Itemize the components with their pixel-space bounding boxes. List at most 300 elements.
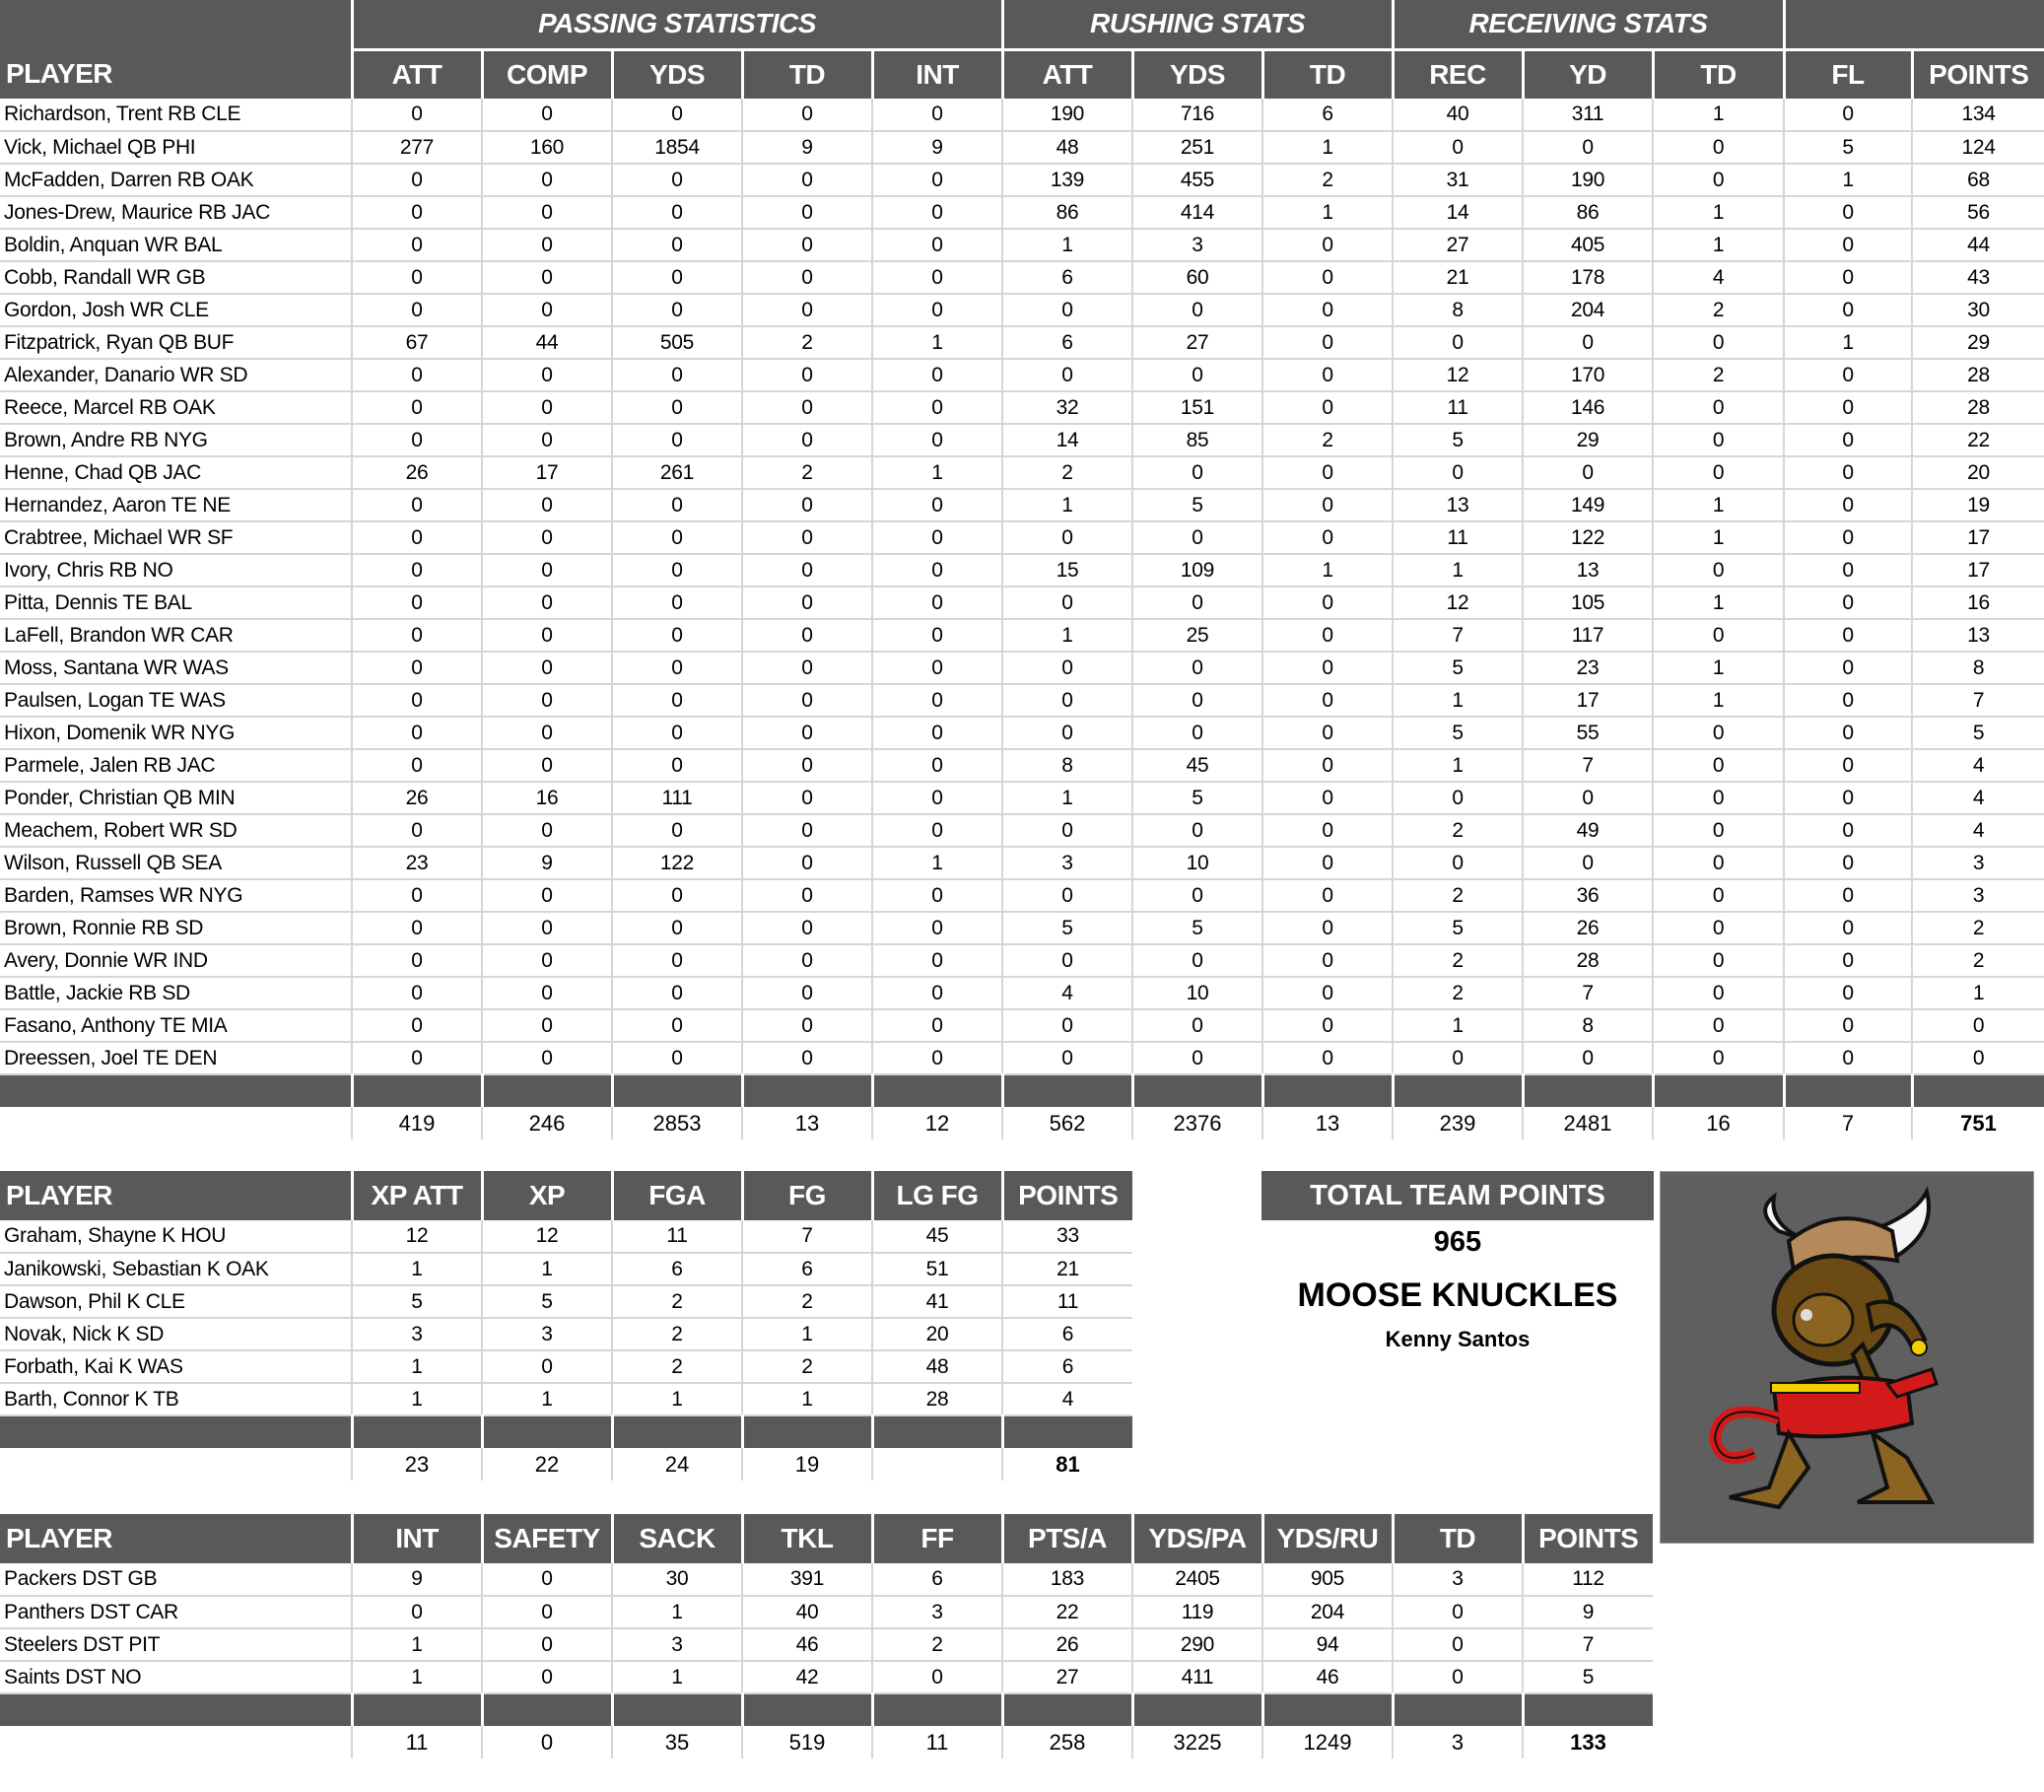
- stat-cell: 0: [1653, 554, 1784, 586]
- stat-cell: 277: [352, 131, 482, 164]
- total-cell: 35: [612, 1726, 742, 1758]
- stat-cell: 2: [1393, 977, 1523, 1009]
- stat-cell: 5: [1132, 489, 1262, 521]
- stat-cell: 0: [1132, 1042, 1262, 1074]
- stat-cell: 0: [352, 424, 482, 456]
- column-header-yds-ru: YDS/RU: [1262, 1514, 1393, 1563]
- total-cell: 562: [1002, 1107, 1132, 1139]
- stat-cell: 0: [1653, 619, 1784, 652]
- stat-cell: 0: [612, 359, 742, 391]
- table-row: [0, 261, 2044, 294]
- player-name-cell: Barden, Ramses WR NYG: [0, 879, 352, 912]
- separator-cell: [612, 1693, 742, 1726]
- stat-cell: 0: [1653, 1042, 1784, 1074]
- stat-cell: 0: [872, 294, 1002, 326]
- stat-cell: 0: [1262, 1009, 1393, 1042]
- stat-cell: 0: [1132, 944, 1262, 977]
- player-name-cell: Alexander, Danario WR SD: [0, 359, 352, 391]
- stat-cell: 0: [742, 912, 872, 944]
- stat-cell: 0: [1002, 717, 1132, 749]
- stat-cell: 1: [1393, 554, 1523, 586]
- stat-cell: 2: [1912, 944, 2044, 977]
- rushing-group-header: RUSHING STATS: [1002, 0, 1393, 49]
- player-name-cell: Saints DST NO: [0, 1661, 352, 1693]
- totals-row: [0, 1107, 2044, 1139]
- stat-cell: 8: [1002, 749, 1132, 782]
- column-header-att: ATT: [1002, 49, 1132, 99]
- stat-cell: 0: [1653, 131, 1784, 164]
- stat-cell: 411: [1132, 1661, 1262, 1693]
- stat-cell: 1: [1262, 554, 1393, 586]
- stat-cell: 0: [872, 196, 1002, 229]
- stat-cell: 26: [352, 782, 482, 814]
- stat-cell: 0: [872, 814, 1002, 847]
- stat-cell: 0: [482, 586, 612, 619]
- player-name-cell: Barth, Connor K TB: [0, 1383, 352, 1415]
- stat-cell: 0: [1784, 684, 1912, 717]
- stat-cell: 0: [742, 1009, 872, 1042]
- stat-cell: 0: [1653, 717, 1784, 749]
- total-cell: 2481: [1523, 1107, 1653, 1139]
- stat-cell: 7: [742, 1220, 872, 1253]
- stat-cell: 0: [872, 359, 1002, 391]
- stat-cell: 0: [1262, 294, 1393, 326]
- stat-cell: 13: [1523, 554, 1653, 586]
- column-header-tkl: TKL: [742, 1514, 872, 1563]
- stat-cell: 0: [872, 164, 1002, 196]
- stat-cell: 0: [482, 1628, 612, 1661]
- stat-cell: 0: [872, 489, 1002, 521]
- stat-cell: 0: [1262, 847, 1393, 879]
- total-cell: 419: [352, 1107, 482, 1139]
- column-header-lg-fg: LG FG: [872, 1171, 1002, 1220]
- stat-cell: 0: [872, 782, 1002, 814]
- stat-cell: 0: [872, 1042, 1002, 1074]
- stat-cell: 0: [1262, 1042, 1393, 1074]
- stat-cell: 0: [352, 749, 482, 782]
- stat-cell: 0: [872, 977, 1002, 1009]
- stat-cell: 0: [352, 652, 482, 684]
- separator-cell: [0, 1415, 352, 1448]
- stat-cell: 1: [1002, 619, 1132, 652]
- stat-cell: 0: [872, 554, 1002, 586]
- stat-cell: 0: [482, 749, 612, 782]
- stat-cell: 0: [352, 164, 482, 196]
- separator-cell: [1523, 1693, 1653, 1726]
- stat-cell: 0: [482, 1350, 612, 1383]
- stat-cell: 9: [482, 847, 612, 879]
- stat-cell: 1: [352, 1253, 482, 1285]
- player-name-cell: Cobb, Randall WR GB: [0, 261, 352, 294]
- stat-cell: 3: [1393, 1563, 1523, 1596]
- separator-cell: [742, 1074, 872, 1107]
- total-cell: 12: [872, 1107, 1002, 1139]
- stat-cell: 1: [1784, 164, 1912, 196]
- stat-cell: 134: [1912, 99, 2044, 131]
- stat-cell: 311: [1523, 99, 1653, 131]
- table-row: [0, 782, 2044, 814]
- stat-cell: 44: [1912, 229, 2044, 261]
- stat-cell: 0: [1784, 196, 1912, 229]
- stat-cell: 42: [742, 1661, 872, 1693]
- stat-cell: 11: [1002, 1285, 1132, 1318]
- player-name-cell: Reece, Marcel RB OAK: [0, 391, 352, 424]
- stat-cell: 0: [1002, 521, 1132, 554]
- stat-cell: 3: [482, 1318, 612, 1350]
- stat-cell: 122: [612, 847, 742, 879]
- stat-cell: 4: [1912, 782, 2044, 814]
- separator-cell: [1653, 1074, 1784, 1107]
- table-row: [0, 717, 2044, 749]
- stat-cell: 204: [1262, 1596, 1393, 1628]
- stat-cell: 0: [1653, 749, 1784, 782]
- stat-cell: 48: [872, 1350, 1002, 1383]
- column-header-td: TD: [1653, 49, 1784, 99]
- stat-cell: 160: [482, 131, 612, 164]
- stat-cell: 122: [1523, 521, 1653, 554]
- stat-cell: 0: [1002, 1009, 1132, 1042]
- column-header-row: [0, 1171, 1132, 1220]
- stat-cell: 5: [1393, 424, 1523, 456]
- separator-cell: [0, 1693, 352, 1726]
- stat-cell: 0: [1262, 782, 1393, 814]
- stat-cell: 14: [1002, 424, 1132, 456]
- total-cell: [0, 1107, 352, 1139]
- table-row: [0, 489, 2044, 521]
- stat-cell: 43: [1912, 261, 2044, 294]
- stat-cell: 0: [872, 1009, 1002, 1042]
- stat-cell: 2: [742, 456, 872, 489]
- team-summary: [1261, 1171, 1654, 1352]
- stat-cell: 0: [352, 619, 482, 652]
- total-cell: 11: [872, 1726, 1002, 1758]
- stat-cell: 0: [1784, 879, 1912, 912]
- table-row: [0, 1285, 1132, 1318]
- stat-cell: 5: [1393, 912, 1523, 944]
- stat-cell: 0: [612, 391, 742, 424]
- stat-cell: 0: [482, 391, 612, 424]
- player-name-cell: Moss, Santana WR WAS: [0, 652, 352, 684]
- stat-cell: 716: [1132, 99, 1262, 131]
- table-row: [0, 1220, 1132, 1253]
- stat-cell: 85: [1132, 424, 1262, 456]
- stat-cell: 0: [612, 424, 742, 456]
- stat-cell: 0: [1262, 326, 1393, 359]
- stat-cell: 0: [1653, 1009, 1784, 1042]
- stat-cell: 0: [352, 684, 482, 717]
- stat-cell: 2: [1393, 814, 1523, 847]
- stat-cell: 1: [482, 1253, 612, 1285]
- stat-cell: 0: [1262, 879, 1393, 912]
- stat-cell: 0: [1002, 684, 1132, 717]
- stat-cell: 261: [612, 456, 742, 489]
- stat-cell: 0: [1784, 489, 1912, 521]
- table-row: [0, 977, 2044, 1009]
- stat-cell: 139: [1002, 164, 1132, 196]
- stat-cell: 0: [1784, 814, 1912, 847]
- stat-cell: 0: [1784, 944, 1912, 977]
- stat-cell: 0: [872, 1661, 1002, 1693]
- stat-cell: 27: [1393, 229, 1523, 261]
- stat-cell: 290: [1132, 1628, 1262, 1661]
- separator-cell: [1002, 1415, 1132, 1448]
- stat-cell: 27: [1132, 326, 1262, 359]
- stat-cell: 6: [1002, 326, 1132, 359]
- stat-cell: 0: [352, 814, 482, 847]
- stat-cell: 0: [1784, 521, 1912, 554]
- separator-cell: [1262, 1693, 1393, 1726]
- total-cell: 11: [352, 1726, 482, 1758]
- stat-cell: 0: [1262, 619, 1393, 652]
- moose-mascot-logo-icon: [1660, 1171, 2034, 1544]
- player-name-cell: Boldin, Anquan WR BAL: [0, 229, 352, 261]
- separator-cell: [872, 1074, 1002, 1107]
- stat-cell: 112: [1523, 1563, 1653, 1596]
- stat-cell: 0: [1262, 652, 1393, 684]
- stat-cell: 124: [1912, 131, 2044, 164]
- stat-cell: 6: [1002, 261, 1132, 294]
- player-name-cell: LaFell, Brandon WR CAR: [0, 619, 352, 652]
- stat-cell: 15: [1002, 554, 1132, 586]
- total-points-cell: 81: [1002, 1448, 1132, 1481]
- column-header-yds: YDS: [1132, 49, 1262, 99]
- stat-cell: 0: [482, 1596, 612, 1628]
- stat-cell: 51: [872, 1253, 1002, 1285]
- stat-cell: 0: [482, 164, 612, 196]
- total-points-cell: 133: [1523, 1726, 1653, 1758]
- stat-cell: 26: [1002, 1628, 1132, 1661]
- stat-cell: 0: [1784, 294, 1912, 326]
- separator-cell: [872, 1415, 1002, 1448]
- stat-cell: 26: [352, 456, 482, 489]
- stat-cell: 22: [1002, 1596, 1132, 1628]
- stat-cell: 0: [1784, 424, 1912, 456]
- stat-cell: 0: [352, 521, 482, 554]
- stat-cell: 0: [1262, 717, 1393, 749]
- stat-cell: 0: [1653, 879, 1784, 912]
- stat-cell: 0: [482, 489, 612, 521]
- stat-cell: 3: [1002, 847, 1132, 879]
- stat-cell: 405: [1523, 229, 1653, 261]
- stat-cell: 0: [482, 977, 612, 1009]
- stat-cell: 7: [1523, 977, 1653, 1009]
- stat-cell: 12: [482, 1220, 612, 1253]
- separator-cell: [1132, 1074, 1262, 1107]
- stat-cell: 2: [1912, 912, 2044, 944]
- stat-cell: 0: [352, 99, 482, 131]
- stat-cell: 0: [1393, 131, 1523, 164]
- stat-cell: 0: [872, 586, 1002, 619]
- separator-cell: [482, 1693, 612, 1726]
- player-name-cell: Fasano, Anthony TE MIA: [0, 1009, 352, 1042]
- stat-cell: 505: [612, 326, 742, 359]
- table-row: [0, 847, 2044, 879]
- stat-cell: 0: [612, 99, 742, 131]
- stat-cell: 0: [872, 261, 1002, 294]
- separator-bar: [0, 1693, 1653, 1726]
- stat-cell: 3: [872, 1596, 1002, 1628]
- total-cell: [872, 1448, 1002, 1481]
- stat-cell: 1: [742, 1383, 872, 1415]
- total-cell: 258: [1002, 1726, 1132, 1758]
- total-cell: 2853: [612, 1107, 742, 1139]
- stat-cell: 0: [742, 977, 872, 1009]
- stat-cell: 0: [1653, 164, 1784, 196]
- stat-cell: 4: [1912, 749, 2044, 782]
- column-header-player: PLAYER: [0, 1514, 352, 1563]
- separator-cell: [1393, 1074, 1523, 1107]
- player-name-cell: Pitta, Dennis TE BAL: [0, 586, 352, 619]
- stat-cell: 1: [1653, 196, 1784, 229]
- stat-cell: 21: [1002, 1253, 1132, 1285]
- stat-cell: 105: [1523, 586, 1653, 619]
- table-row: [0, 131, 2044, 164]
- stat-cell: 1: [1262, 196, 1393, 229]
- stat-cell: 29: [1523, 424, 1653, 456]
- stat-cell: 0: [1784, 619, 1912, 652]
- stat-cell: 0: [742, 359, 872, 391]
- stat-cell: 11: [1393, 521, 1523, 554]
- stat-cell: 0: [1002, 1042, 1132, 1074]
- stat-cell: 8: [1393, 294, 1523, 326]
- column-header-ff: FF: [872, 1514, 1002, 1563]
- stat-cell: 0: [612, 229, 742, 261]
- stat-cell: 0: [1784, 99, 1912, 131]
- stat-cell: 2: [742, 1285, 872, 1318]
- stat-cell: 0: [612, 977, 742, 1009]
- player-name-cell: Crabtree, Michael WR SF: [0, 521, 352, 554]
- stat-cell: 0: [1262, 749, 1393, 782]
- stat-cell: 0: [352, 359, 482, 391]
- total-cell: 7: [1784, 1107, 1912, 1139]
- stat-cell: 0: [872, 99, 1002, 131]
- stat-cell: 5: [482, 1285, 612, 1318]
- column-header-points: POINTS: [1523, 1514, 1653, 1563]
- stat-cell: 0: [352, 261, 482, 294]
- stat-cell: 0: [1784, 977, 1912, 1009]
- stat-cell: 30: [612, 1563, 742, 1596]
- stat-cell: 0: [1002, 879, 1132, 912]
- stat-cell: 9: [742, 131, 872, 164]
- player-name-cell: Meachem, Robert WR SD: [0, 814, 352, 847]
- passing-group-header: PASSING STATISTICS: [352, 0, 1002, 49]
- stat-cell: 0: [482, 424, 612, 456]
- stat-cell: 1: [482, 1383, 612, 1415]
- separator-cell: [1002, 1074, 1132, 1107]
- stat-cell: 0: [482, 554, 612, 586]
- stat-cell: 0: [1002, 294, 1132, 326]
- player-name-cell: Panthers DST CAR: [0, 1596, 352, 1628]
- player-name-cell: Brown, Andre RB NYG: [0, 424, 352, 456]
- total-cell: 22: [482, 1448, 612, 1481]
- column-header-int: INT: [352, 1514, 482, 1563]
- stat-cell: 13: [1912, 619, 2044, 652]
- stat-cell: 0: [482, 944, 612, 977]
- stat-cell: 0: [1912, 1042, 2044, 1074]
- stat-cell: 146: [1523, 391, 1653, 424]
- stat-cell: 2: [612, 1318, 742, 1350]
- stat-cell: 0: [1653, 912, 1784, 944]
- stat-cell: 40: [1393, 99, 1523, 131]
- stat-cell: 0: [1132, 456, 1262, 489]
- stat-cell: 33: [1002, 1220, 1132, 1253]
- table-row: [0, 456, 2044, 489]
- stat-cell: 0: [872, 229, 1002, 261]
- stat-cell: 2: [1262, 164, 1393, 196]
- column-header-xp-att: XP ATT: [352, 1171, 482, 1220]
- stat-cell: 2: [872, 1628, 1002, 1661]
- stat-cell: 12: [1393, 586, 1523, 619]
- stat-cell: 5: [1393, 717, 1523, 749]
- stat-cell: 0: [1523, 131, 1653, 164]
- stat-cell: 0: [482, 99, 612, 131]
- table-row: [0, 359, 2044, 391]
- stat-cell: 0: [612, 652, 742, 684]
- separator-cell: [1523, 1074, 1653, 1107]
- stat-cell: 0: [872, 652, 1002, 684]
- stat-cell: 6: [1002, 1350, 1132, 1383]
- stat-cell: 4: [1002, 1383, 1132, 1415]
- total-cell: 23: [352, 1448, 482, 1481]
- total-cell: [0, 1726, 352, 1758]
- stat-cell: 455: [1132, 164, 1262, 196]
- stat-cell: 0: [1912, 1009, 2044, 1042]
- stat-cell: 0: [612, 879, 742, 912]
- stat-cell: 0: [352, 717, 482, 749]
- total-cell: 239: [1393, 1107, 1523, 1139]
- separator-cell: [1784, 1074, 1912, 1107]
- stat-cell: 0: [612, 912, 742, 944]
- stat-cell: 25: [1132, 619, 1262, 652]
- stat-cell: 28: [872, 1383, 1002, 1415]
- stat-cell: 1: [1653, 586, 1784, 619]
- stat-cell: 0: [1784, 717, 1912, 749]
- stat-cell: 0: [612, 554, 742, 586]
- stat-cell: 0: [482, 1661, 612, 1693]
- stat-cell: 4: [1653, 261, 1784, 294]
- table-row: [0, 1253, 1132, 1285]
- stat-cell: 0: [742, 294, 872, 326]
- stat-cell: 0: [352, 229, 482, 261]
- stat-cell: 0: [742, 717, 872, 749]
- table-row: [0, 749, 2044, 782]
- separator-cell: [482, 1415, 612, 1448]
- stat-cell: 19: [1912, 489, 2044, 521]
- table-row: [0, 944, 2044, 977]
- stat-cell: 1: [1653, 99, 1784, 131]
- stat-cell: 0: [352, 1009, 482, 1042]
- stat-cell: 5: [1393, 652, 1523, 684]
- stat-cell: 0: [742, 814, 872, 847]
- stat-cell: 0: [872, 879, 1002, 912]
- player-name-cell: Ivory, Chris RB NO: [0, 554, 352, 586]
- table-row: [0, 912, 2044, 944]
- stat-cell: 26: [1523, 912, 1653, 944]
- stat-cell: 1: [612, 1661, 742, 1693]
- stat-cell: 46: [1262, 1661, 1393, 1693]
- stat-cell: 56: [1912, 196, 2044, 229]
- stat-cell: 20: [1912, 456, 2044, 489]
- stat-cell: 68: [1912, 164, 2044, 196]
- stat-cell: 0: [482, 652, 612, 684]
- stat-cell: 0: [352, 586, 482, 619]
- column-header-player: PLAYER: [0, 1171, 352, 1220]
- total-cell: 519: [742, 1726, 872, 1758]
- stat-cell: 6: [1262, 99, 1393, 131]
- table-row: [0, 229, 2044, 261]
- team-owner: Kenny Santos: [1385, 1327, 1531, 1351]
- column-header-td: TD: [1393, 1514, 1523, 1563]
